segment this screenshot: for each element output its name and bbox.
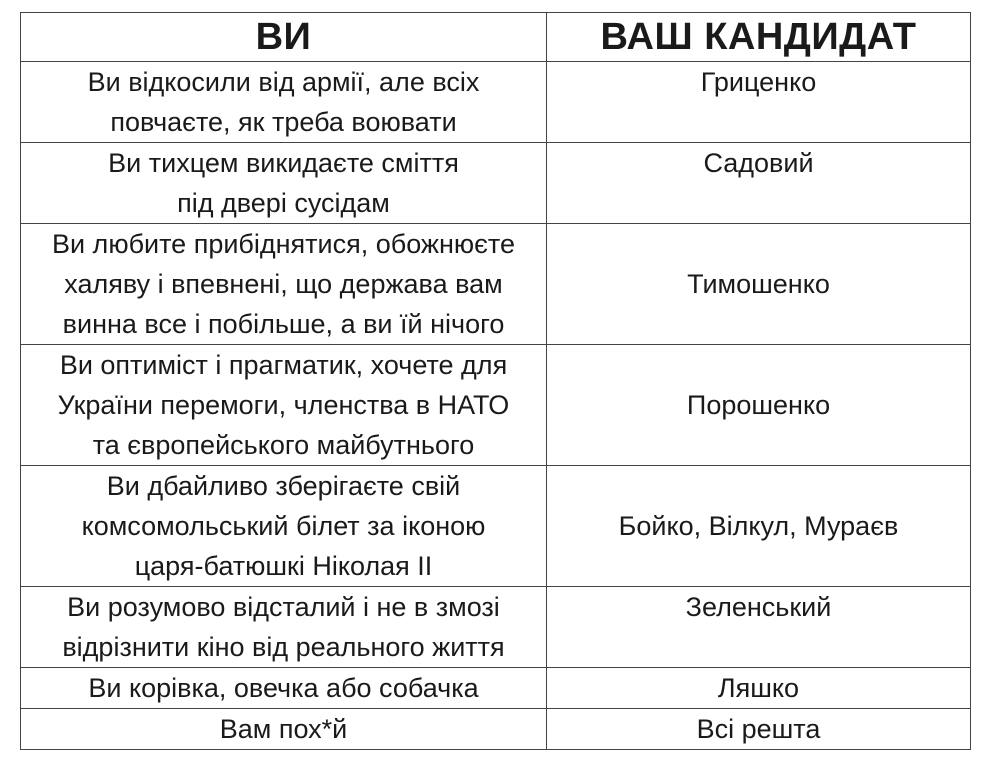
candidate-cell: Бойко, Вілкул, Мураєв [547, 466, 971, 587]
candidate-table [20, 12, 971, 750]
table-row [21, 668, 971, 709]
candidate-cell: Всі решта [547, 709, 971, 750]
you-line: під двері сусідам [177, 188, 390, 218]
you-cell [21, 62, 547, 143]
table-row [21, 224, 971, 345]
you-line: Ви дбайливо зберігаєте свій [106, 471, 461, 501]
you-cell [21, 345, 547, 466]
you-cell [21, 668, 547, 709]
candidate-cell: Тимошенко [547, 224, 971, 345]
you-line: України перемоги, членства в НАТО [57, 390, 510, 420]
you-line: Ви оптиміст і прагматик, хочете для [59, 350, 508, 380]
table-row [21, 466, 971, 587]
you-line: халяву і впевнені, що держава вам [64, 269, 503, 299]
header-row [21, 13, 971, 62]
you-line: Ви любите прибіднятися, обожнюєте [51, 229, 516, 259]
you-line: відрізнити кіно від реального життя [62, 632, 505, 662]
you-cell [21, 587, 547, 668]
you-line: та європейського майбутнього [92, 430, 475, 460]
candidate-cell: Порошенко [547, 345, 971, 466]
candidate-cell: Садовий [547, 143, 971, 224]
table-row [21, 143, 971, 224]
you-line: Ви тихцем викидаєте сміття [108, 148, 459, 178]
you-line: Вам пох*й [219, 714, 348, 744]
you-line: Ви корівка, овечка або собачка [88, 673, 479, 703]
header-you: ВИ [21, 13, 547, 62]
you-line: винна все і побільше, а ви їй нічого [62, 309, 505, 339]
you-line: Ви розумово відсталий і не в змозі [67, 592, 500, 622]
you-cell [21, 224, 547, 345]
table-row [21, 709, 971, 750]
you-line: комсомольський білет за іконою [81, 511, 486, 541]
candidate-cell: Гриценко [547, 62, 971, 143]
table-row [21, 62, 971, 143]
candidate-cell: Ляшко [547, 668, 971, 709]
you-line: Ви відкосили від армії, але всіх [87, 67, 480, 97]
table-row [21, 587, 971, 668]
you-cell [21, 466, 547, 587]
you-line: повчаєте, як треба воювати [110, 107, 457, 137]
header-candidate: ВАШ КАНДИДАТ [547, 13, 971, 62]
you-cell [21, 143, 547, 224]
table-row [21, 345, 971, 466]
you-cell [21, 709, 547, 750]
candidate-cell: Зеленський [547, 587, 971, 668]
you-line: царя-батюшкі Ніколая ІІ [134, 551, 433, 581]
